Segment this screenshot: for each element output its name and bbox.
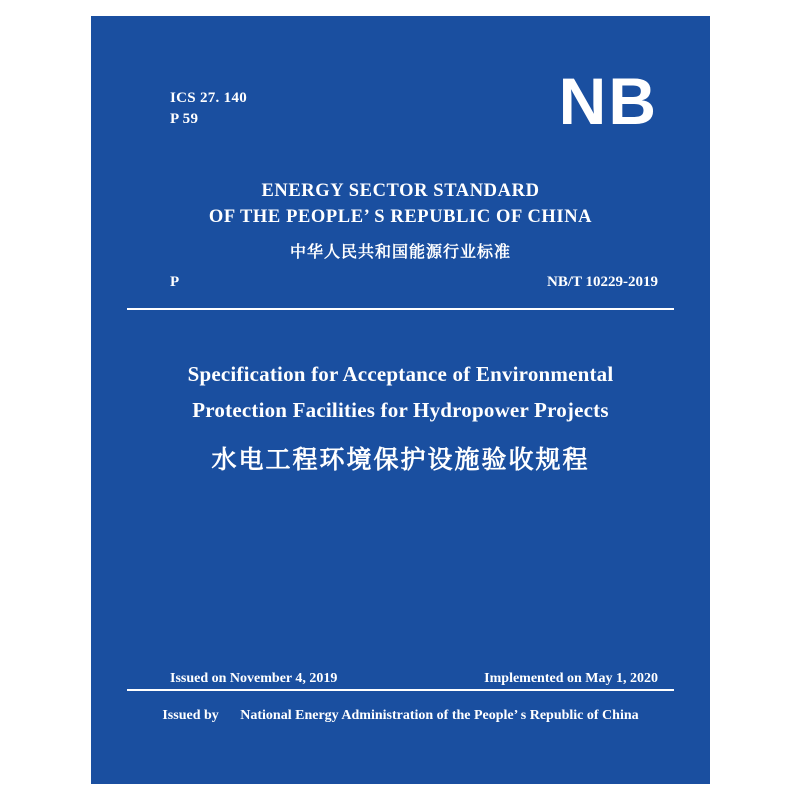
issued-on-date: Issued on November 4, 2019	[170, 671, 338, 686]
implemented-on-date: Implemented on May 1, 2020	[484, 671, 658, 686]
document-title-line-1: Specification for Acceptance of Environmental	[187, 362, 614, 386]
divider-bottom	[127, 689, 674, 691]
document-title	[131, 356, 670, 476]
code-row	[170, 274, 658, 291]
standard-number: NB/T 10229-2019	[547, 274, 658, 290]
dates-row	[170, 671, 658, 687]
ics-line: ICS 27. 140	[170, 90, 248, 106]
standard-organization-title	[91, 178, 710, 262]
issuer-row	[91, 708, 710, 724]
organization-title-chinese: 中华人民共和国能源行业标准	[289, 242, 511, 261]
ics-category-line: P 59	[170, 111, 199, 127]
organization-title-line-1: ENERGY SECTOR STANDARD	[261, 181, 540, 201]
document-title-line-2: Protection Facilities for Hydropower Projects	[192, 398, 609, 422]
document-title-chinese: 水电工程环境保护设施验收规程	[211, 445, 590, 474]
ics-classification-block	[170, 88, 247, 130]
nb-logo: NB	[558, 64, 658, 138]
issuing-organization: National Energy Administration of the People’ s Republic of China	[240, 708, 639, 723]
issued-by-label: Issued by	[162, 708, 219, 723]
standard-cover	[91, 16, 710, 784]
organization-title-line-2: OF THE PEOPLE’ S REPUBLIC OF CHINA	[208, 207, 593, 227]
divider-top	[127, 308, 674, 310]
classification-code: P	[170, 274, 180, 290]
